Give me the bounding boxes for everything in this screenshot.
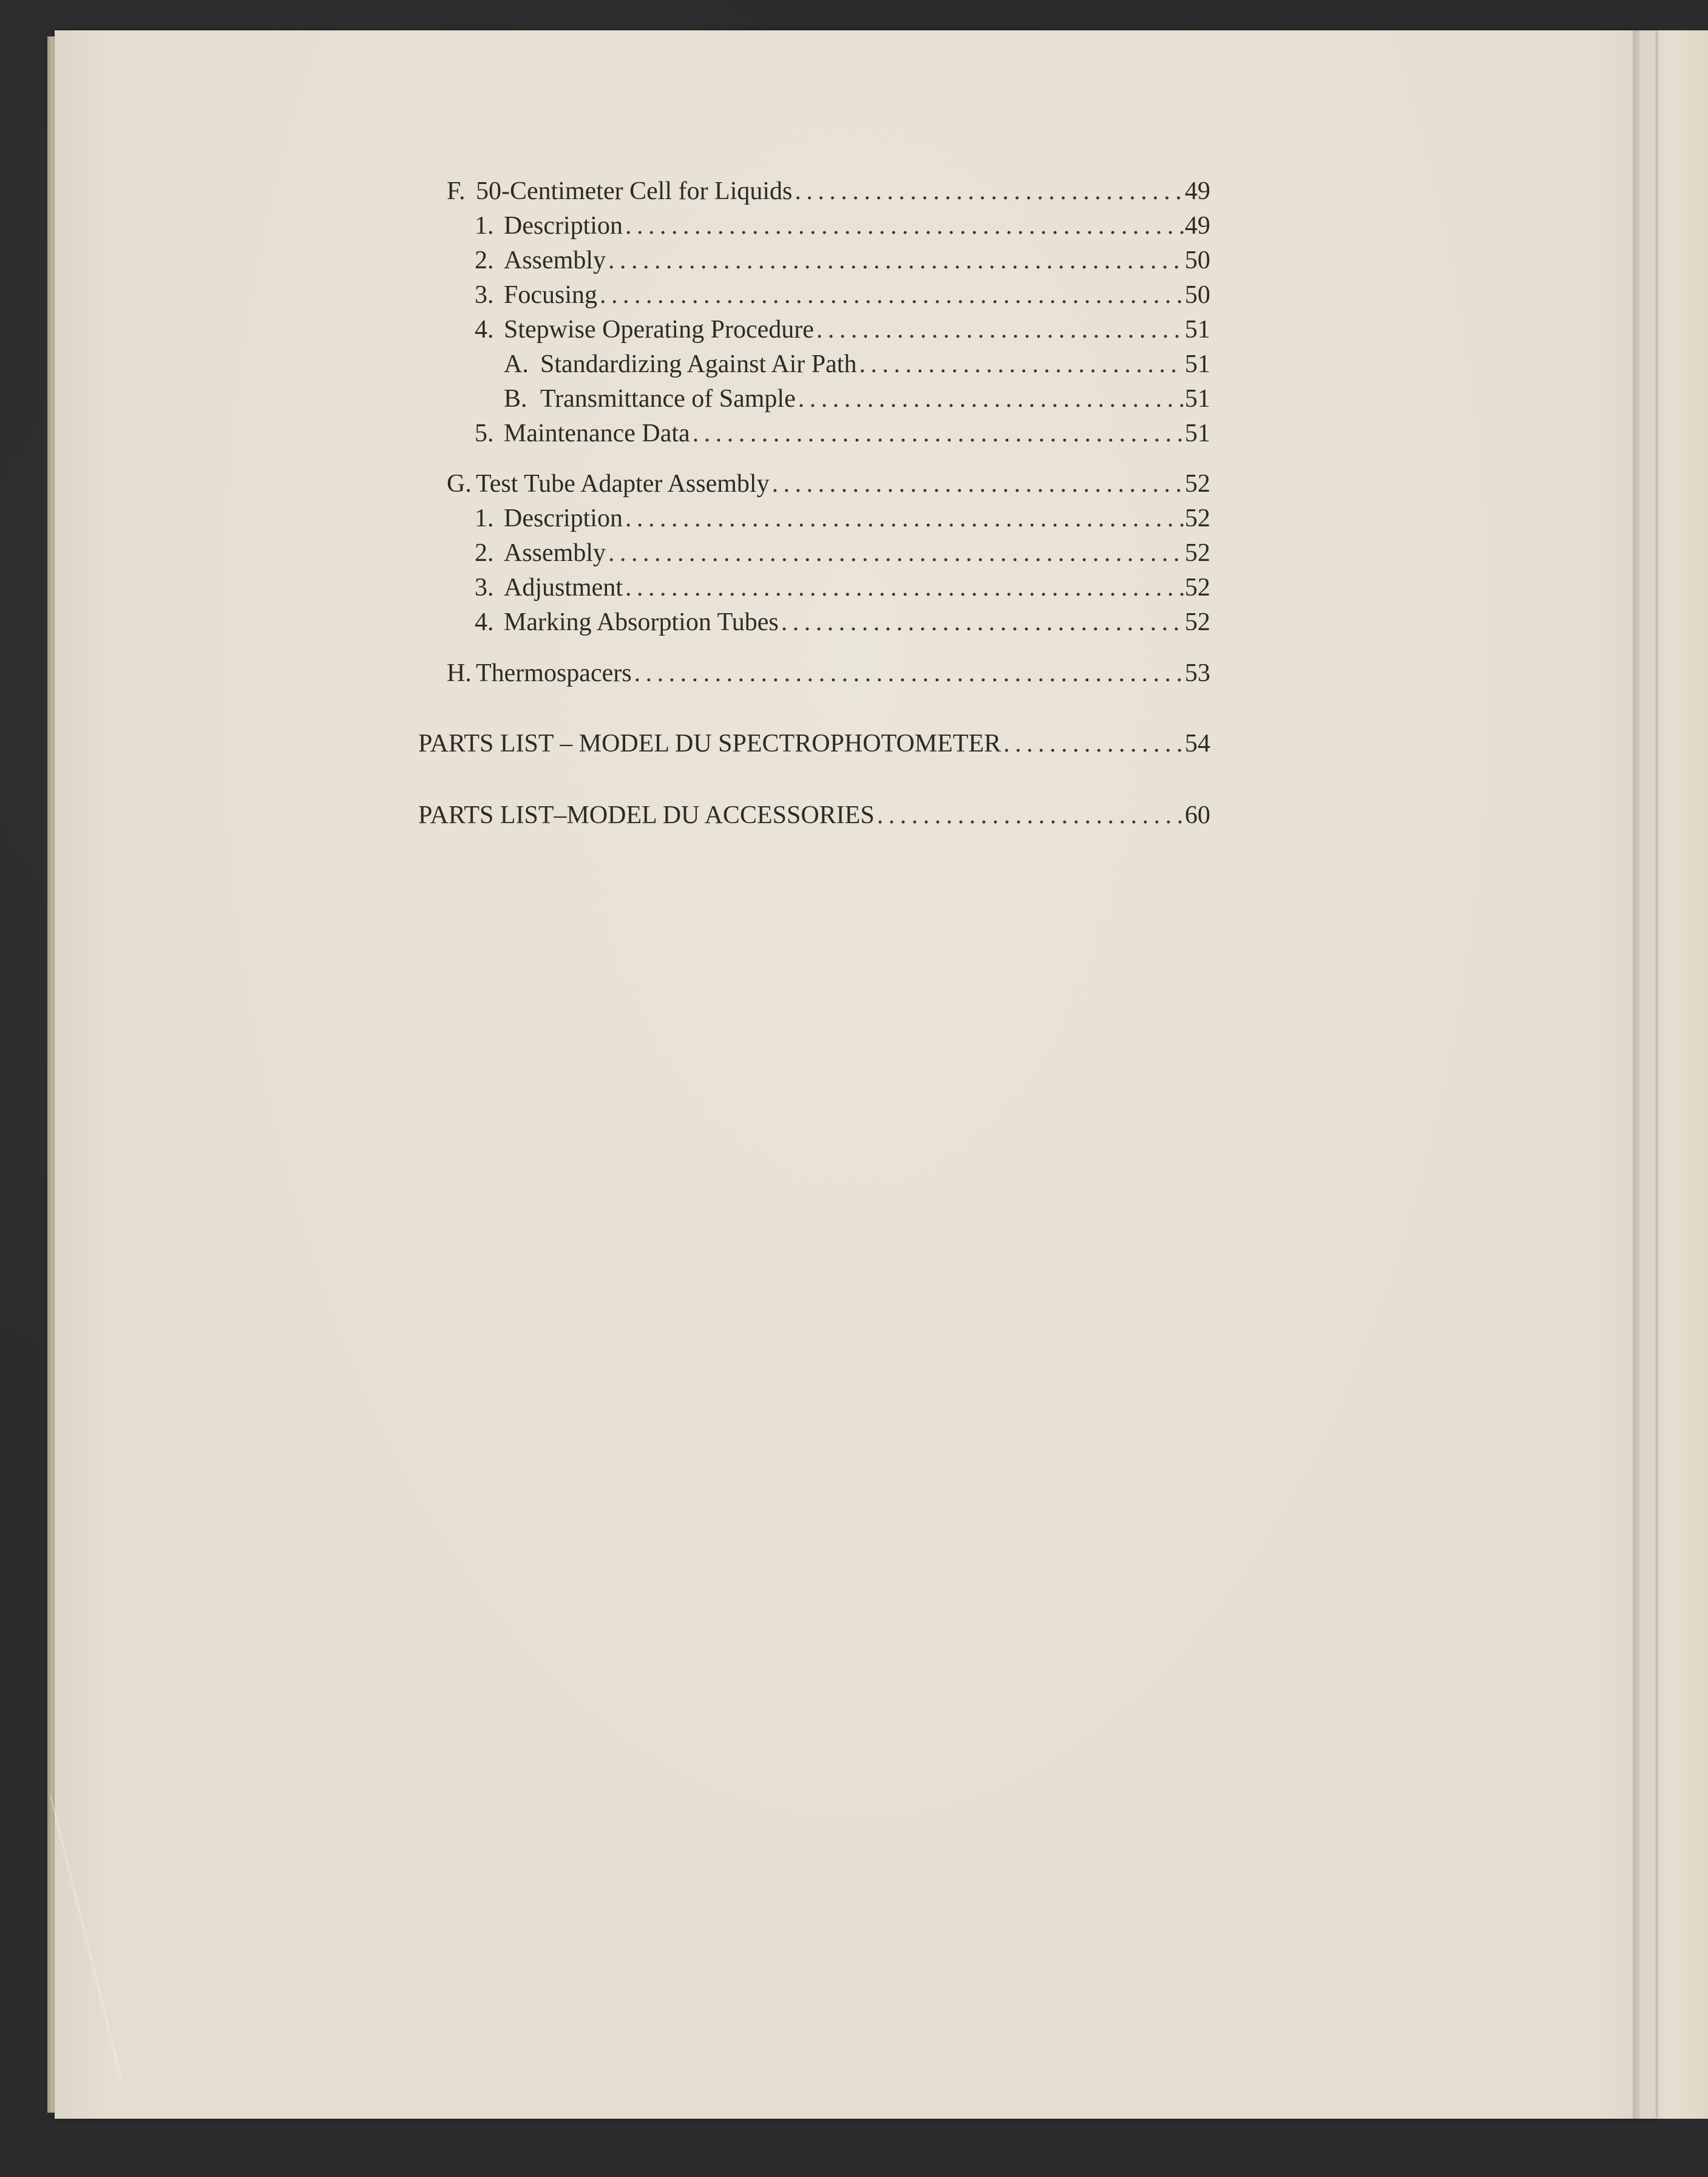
toc-title: 50-Centimeter Cell for Liquids [476, 177, 793, 205]
toc-entry[interactable] [504, 386, 1210, 418]
toc-marker: 4. [475, 608, 494, 636]
leader-dots [608, 248, 1184, 273]
toc-title: Transmittance of Sample [540, 385, 796, 413]
toc-marker: 1. [475, 212, 494, 240]
toc-page-number: 54 [1185, 730, 1210, 758]
leader-dots [625, 506, 1184, 531]
toc-title: Standardizing Against Air Path [540, 350, 857, 378]
toc-title: Adjustment [504, 574, 623, 602]
toc-marker: 3. [475, 281, 494, 309]
toc-marker: F. [447, 177, 466, 205]
toc-title: Description [504, 504, 623, 532]
toc-page-number: 51 [1185, 385, 1210, 413]
toc-marker: 2. [475, 246, 494, 274]
toc-entry[interactable] [447, 471, 1210, 503]
toc-marker: A. [504, 350, 529, 378]
toc-page-number: 50 [1185, 246, 1210, 274]
toc-entry[interactable] [447, 661, 1210, 692]
leader-dots [859, 352, 1184, 377]
toc-entry[interactable] [475, 421, 1210, 452]
toc-page-number: 53 [1185, 659, 1210, 687]
leader-dots [781, 610, 1184, 635]
toc-title: Test Tube Adapter Assembly [476, 470, 770, 498]
toc-title: PARTS LIST – MODEL DU SPECTROPHOTOMETER [418, 730, 1001, 758]
leader-dots [625, 213, 1184, 239]
toc-title: PARTS LIST–MODEL DU ACCESSORIES [418, 801, 875, 829]
leader-dots [634, 661, 1184, 686]
toc-marker: 5. [475, 419, 494, 447]
leader-dots [608, 540, 1184, 566]
toc-page-number: 49 [1185, 177, 1210, 205]
toc-page-number: 60 [1185, 801, 1210, 829]
toc-entry[interactable] [475, 317, 1210, 348]
toc-entry[interactable] [475, 248, 1210, 279]
toc-page-number: 52 [1185, 608, 1210, 636]
leader-dots [816, 317, 1184, 342]
toc-marker: H. [447, 659, 472, 687]
toc-entry[interactable] [475, 610, 1210, 641]
toc-entry[interactable] [475, 575, 1210, 606]
leader-dots [693, 421, 1184, 446]
toc-page-number: 51 [1185, 419, 1210, 447]
toc-marker: 4. [475, 316, 494, 344]
toc-page-number: 50 [1185, 281, 1210, 309]
toc-entry[interactable] [475, 282, 1210, 314]
toc-entry[interactable] [475, 213, 1210, 245]
toc-title: Stepwise Operating Procedure [504, 316, 814, 344]
toc-page-number: 51 [1185, 316, 1210, 344]
toc-title: Description [504, 212, 623, 240]
leader-dots [600, 282, 1184, 308]
toc-marker: B. [504, 385, 527, 413]
toc-page-number: 52 [1185, 574, 1210, 602]
toc-title: Assembly [504, 539, 606, 567]
toc-marker: 1. [475, 504, 494, 532]
toc-page-number: 52 [1185, 470, 1210, 498]
toc-page-number: 52 [1185, 504, 1210, 532]
toc-entry-parts-list[interactable] [418, 731, 1210, 762]
toc-entry[interactable] [447, 178, 1210, 210]
toc-marker: 3. [475, 574, 494, 602]
toc-page-number: 51 [1185, 350, 1210, 378]
leader-dots [798, 386, 1184, 412]
leader-dots [1003, 731, 1184, 756]
toc-entry-parts-list[interactable] [418, 803, 1210, 834]
toc-title: Focusing [504, 281, 598, 309]
toc-page-number: 49 [1185, 212, 1210, 240]
toc-title: Marking Absorption Tubes [504, 608, 779, 636]
toc-title: Assembly [504, 246, 606, 274]
leader-dots [772, 471, 1184, 497]
toc-title: Thermospacers [476, 659, 632, 687]
toc-marker: G. [447, 470, 472, 498]
toc-page-number: 52 [1185, 539, 1210, 567]
toc-title: Maintenance Data [504, 419, 690, 447]
toc-marker: 2. [475, 539, 494, 567]
leader-dots [795, 178, 1184, 204]
toc-entry[interactable] [475, 540, 1210, 572]
toc-entry[interactable] [504, 352, 1210, 383]
leader-dots [877, 803, 1184, 828]
leader-dots [625, 575, 1184, 600]
toc-entry[interactable] [475, 506, 1210, 537]
